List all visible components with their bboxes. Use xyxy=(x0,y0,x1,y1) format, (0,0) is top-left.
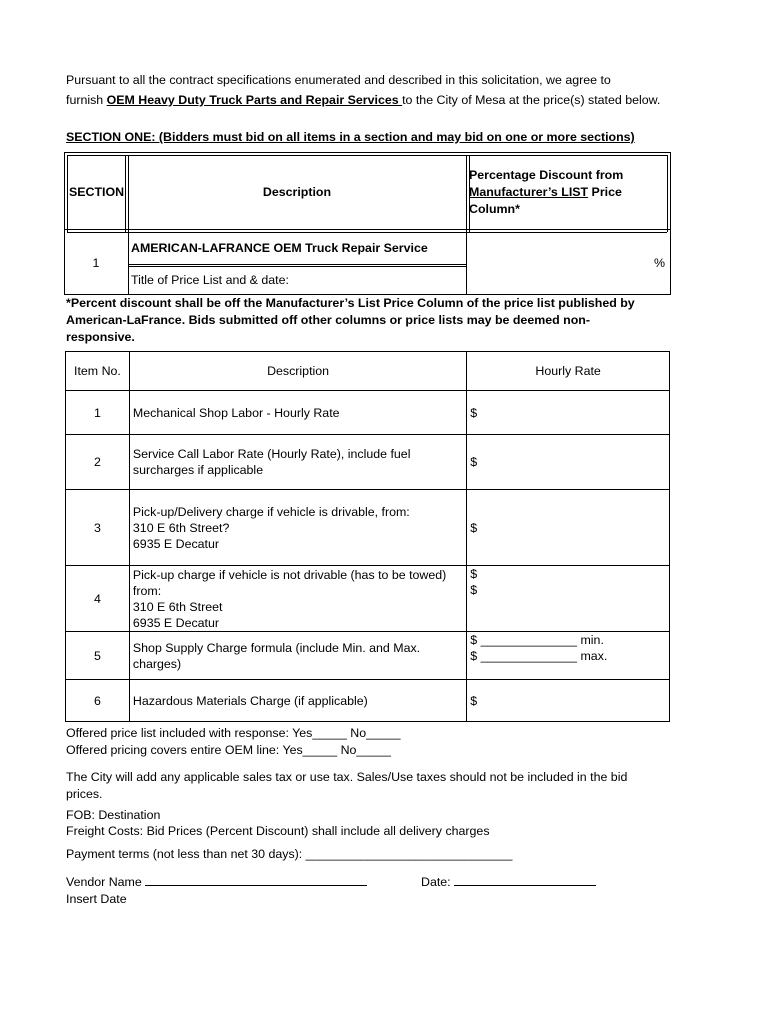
items-table xyxy=(65,351,670,722)
item-no-header: Item No. xyxy=(66,352,130,391)
item-number: 5 xyxy=(66,632,130,680)
insert-date: Insert Date xyxy=(66,892,127,906)
tax-line-1: The City will add any applicable sales tax or use tax. Sales/Use taxes should not be included in the bid xyxy=(66,770,628,784)
rate-cell[interactable] xyxy=(467,435,670,490)
description-line: 310 E 6th Street xyxy=(132,599,223,614)
item-number: 6 xyxy=(66,680,130,722)
freight-costs: Freight Costs: Bid Prices (Percent Discount) shall include all delivery charges xyxy=(66,824,490,838)
section-service-title: AMERICAN-LAFRANCE OEM Truck Repair Service xyxy=(131,241,428,255)
rate-line: $ xyxy=(470,520,478,535)
item-number: 1 xyxy=(66,391,130,435)
vendor-name-label: Vendor Name xyxy=(66,875,142,889)
offered-pricing-coverage: Offered pricing covers entire OEM line: Yes_____ No_____ xyxy=(66,743,391,757)
rate-cell[interactable] xyxy=(467,632,670,680)
rate-line: $ xyxy=(470,693,478,708)
rate-line: $ xyxy=(470,455,478,469)
footnote-line-3: responsive. xyxy=(66,330,135,344)
rate-cell[interactable] xyxy=(467,566,670,632)
description-line: 6935 E Decatur xyxy=(132,615,220,630)
discount-header-list: Manufacturer’s LIST xyxy=(469,185,589,199)
items-header-row xyxy=(66,352,670,391)
table-row xyxy=(66,435,670,490)
intro-line-1: Pursuant to all the contract specifications enumerated and described in this solicitation, we agree to xyxy=(66,73,611,87)
section-heading: SECTION ONE: (Bidders must bid on all items in a section and may bid on one or more sections) xyxy=(66,130,635,144)
hourly-rate-header: Hourly Rate xyxy=(467,352,670,391)
percent-sign: % xyxy=(654,256,666,270)
description-line: Shop Supply Charge formula (include Min. and Max. xyxy=(132,640,421,655)
rate-line: $ xyxy=(470,583,478,597)
discount-header-line-1: Percentage Discount from xyxy=(469,168,624,182)
rate-cell[interactable] xyxy=(467,680,670,722)
description-line: 6935 E Decatur xyxy=(132,536,220,551)
date-label: Date: xyxy=(421,875,451,889)
rate-line: $ ______________ min. xyxy=(470,633,604,647)
intro-line-2 xyxy=(66,92,660,108)
table-row xyxy=(66,680,670,722)
item-number: 2 xyxy=(66,435,130,490)
payment-terms: Payment terms (not less than net 30 days): ______________________________ xyxy=(66,847,513,861)
table-row xyxy=(66,632,670,680)
section-number: 1 xyxy=(92,256,100,270)
date-row xyxy=(421,873,596,890)
item-description xyxy=(129,680,466,722)
item-number: 3 xyxy=(66,490,130,566)
item-number: 4 xyxy=(66,566,130,632)
description-col-header: Description xyxy=(262,185,332,199)
description-line: surcharges if applicable xyxy=(132,463,264,477)
description-line: charges) xyxy=(132,656,182,671)
date-blank[interactable] xyxy=(454,873,596,886)
item-description xyxy=(129,566,466,632)
price-list-title-label: Title of Price List and & date: xyxy=(131,273,289,287)
table-row xyxy=(66,566,670,632)
service-title: OEM Heavy Duty Truck Parts and Repair Services xyxy=(106,93,403,107)
intro-line-2-end: to the City of Mesa at the price(s) stated below. xyxy=(402,93,661,107)
intro-line-2-start: furnish xyxy=(66,93,107,107)
offered-price-list: Offered price list included with response: Yes_____ No_____ xyxy=(66,726,401,740)
discount-header-price: Price xyxy=(588,185,622,199)
description-line: Hazardous Materials Charge (if applicable) xyxy=(132,693,368,708)
rate-line: $ xyxy=(470,567,478,581)
table-row xyxy=(66,391,670,435)
description-header: Description xyxy=(129,352,466,391)
section-col-header: SECTION xyxy=(69,185,125,199)
description-line: from: xyxy=(132,583,162,598)
rate-line: $ ______________ max. xyxy=(470,649,608,663)
description-line: Mechanical Shop Labor - Hourly Rate xyxy=(132,405,340,420)
item-description xyxy=(129,391,466,435)
rate-line: $ xyxy=(470,405,478,420)
description-line: Pick-up charge if vehicle is not drivable (has to be towed) xyxy=(132,567,447,582)
table-row xyxy=(66,490,670,566)
footnote-line-2: American-LaFrance. Bids submitted off other columns or price lists may be deemed non- xyxy=(66,313,590,327)
description-line: 310 E 6th Street? xyxy=(132,520,230,535)
vendor-name-row xyxy=(66,873,367,890)
fob-destination: FOB: Destination xyxy=(66,808,161,822)
vendor-name-blank[interactable] xyxy=(145,873,367,886)
footnote-line-1: *Percent discount shall be off the Manufacturer’s List Price Column of the price list published by xyxy=(66,296,635,310)
tax-line-2: prices. xyxy=(66,787,103,801)
item-description xyxy=(129,490,466,566)
description-line: Service Call Labor Rate (Hourly Rate), include fuel xyxy=(132,447,411,461)
item-description xyxy=(129,435,466,490)
discount-header-line-2 xyxy=(469,184,622,200)
discount-header-line-3: Column* xyxy=(469,202,520,216)
rate-cell[interactable] xyxy=(467,391,670,435)
item-description xyxy=(129,632,466,680)
description-line: Pick-up/Delivery charge if vehicle is drivable, from: xyxy=(132,504,410,519)
rate-cell[interactable] xyxy=(467,490,670,566)
